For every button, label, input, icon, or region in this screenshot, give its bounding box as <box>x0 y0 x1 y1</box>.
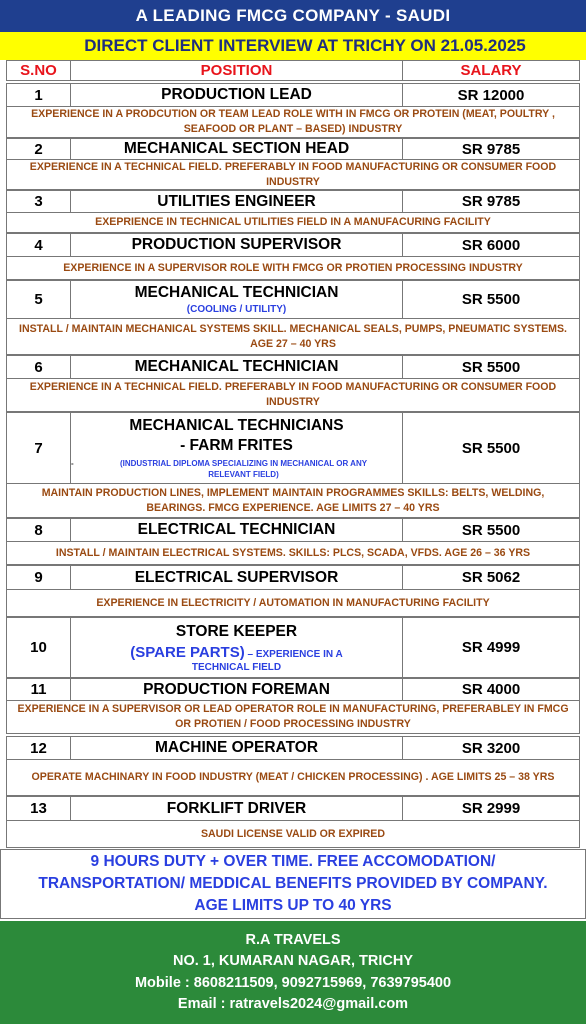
salary-cell: SR 4999 <box>402 618 580 677</box>
sno-cell: 7 <box>6 413 70 483</box>
position-subtitle-main: (SPARE PARTS) <box>130 643 245 661</box>
salary-cell: SR 4000 <box>402 679 580 700</box>
table-row <box>6 796 580 821</box>
position-title: STORE KEEPER <box>175 622 298 640</box>
agency-mobile: Mobile : 8608211509, 9092715969, 7639795400 <box>134 974 452 991</box>
sno-cell: 2 <box>6 139 70 159</box>
benefits-box <box>0 849 586 919</box>
position-cell: MACHINE OPERATOR <box>70 737 402 759</box>
position-note <box>71 458 402 480</box>
benefits-line-2: TRANSPORTATION/ MEDDICAL BENEFITS PROVIDED BY COMPANY. <box>38 875 548 892</box>
position-subtitle: - FARM FRITES <box>180 436 293 454</box>
salary-cell: SR 5500 <box>402 413 580 483</box>
job-description: EXPERIENCE IN ELECTRICITY / AUTOMATION IN MANUFACTURING FACILITY <box>6 590 580 617</box>
job-description: EXEPRIENCE IN TECHNICAL UTILITIES FIELD IN A MANUFACURING FACILITY <box>6 213 580 233</box>
salary-cell: SR 9785 <box>402 191 580 212</box>
job-description: EXPERIENCE IN A SUPERVISOR ROLE WITH FMCG OR PROTIEN PROCESSING INDUSTRY <box>6 257 580 280</box>
position-cell: PRODUCTION FOREMAN <box>70 679 402 700</box>
job-description: INSTALL / MAINTAIN MECHANICAL SYSTEMS SKILL. MECHANICAL SEALS, PUMPS, PNEUMATIC SYSTEMS. AGE 27 – 40 YRS <box>6 319 580 355</box>
job-description: EXPERIENCE IN A PRODCUTION OR TEAM LEAD ROLE WITH IN FMCG OR PROTEIN (MEAT, POULTRY , SEAFOOD OR PLANT – BASED) INDUSTRY <box>6 107 580 138</box>
salary-cell: SR 6000 <box>402 234 580 256</box>
table-row <box>6 678 580 701</box>
agency-address: NO. 1, KUMARAN NAGAR, TRICHY <box>172 953 414 969</box>
agency-email: Email : ratravels2024@gmail.com <box>177 996 409 1012</box>
table-row <box>6 736 580 760</box>
table-row <box>6 412 580 484</box>
note-bullet: - <box>71 458 74 468</box>
salary-cell: SR 3200 <box>402 737 580 759</box>
job-description: EXPERIENCE IN A TECHNICAL FIELD. PREFERABLY IN FOOD MANUFACTURING OR CONSUMER FOOD INDUSTRY <box>6 379 580 412</box>
position-cell: ELECTRICAL TECHNICIAN <box>70 519 402 541</box>
salary-cell: SR 5062 <box>402 566 580 589</box>
position-cell: MECHANICAL TECHNICIAN <box>70 356 402 378</box>
job-description: OPERATE MACHINARY IN FOOD INDUSTRY (MEAT / CHICKEN PROCESSING) . AGE LIMITS 25 – 38 YRS <box>6 760 580 796</box>
position-title: MECHANICAL TECHNICIANS <box>129 416 344 434</box>
table-row <box>6 190 580 213</box>
sno-cell: 3 <box>6 191 70 212</box>
job-description: EXPERIENCE IN A SUPERVISOR OR LEAD OPERATOR ROLE IN MANUFACTURING, PREFERABLEY IN FMCG OR PROTIEN / FOOD PROCESSING INDUSTRY <box>6 701 580 734</box>
position-title: MECHANICAL TECHNICIAN <box>134 284 339 301</box>
sno-cell: 11 <box>6 679 70 700</box>
note-text: (INDUSTRIAL DIPLOMA SPECIALIZING IN MECHANICAL OR ANY RELEVANT FIELD) <box>119 458 368 479</box>
table-row <box>6 565 580 590</box>
salary-cell: SR 5500 <box>402 519 580 541</box>
page-title: A LEADING FMCG COMPANY - SAUDI <box>0 0 586 32</box>
table-row <box>6 518 580 542</box>
job-description: INSTALL / MAINTAIN ELECTRICAL SYSTEMS. SKILLS: PLCS, SCADA, VFDS. AGE 26 – 36 YRS <box>6 542 580 565</box>
sno-cell: 1 <box>6 84 70 106</box>
sno-cell: 13 <box>6 797 70 820</box>
position-cell: ELECTRICAL SUPERVISOR <box>70 566 402 589</box>
table-row <box>6 83 580 107</box>
page-subtitle: DIRECT CLIENT INTERVIEW AT TRICHY ON 21.05.2025 <box>0 32 586 60</box>
benefits-line-3: AGE LIMITS UP TO 40 YRS <box>194 897 392 914</box>
column-header-sno: S.NO <box>6 61 70 80</box>
column-header-position: POSITION <box>70 61 402 80</box>
sno-cell: 4 <box>6 234 70 256</box>
position-subtitle-note-2: TECHNICAL FIELD <box>191 661 282 673</box>
table-row <box>6 617 580 678</box>
sno-cell: 9 <box>6 566 70 589</box>
job-description: SAUDI LICENSE VALID OR EXPIRED <box>6 821 580 848</box>
salary-cell: SR 9785 <box>402 139 580 159</box>
sno-cell: 12 <box>6 737 70 759</box>
position-subtitle <box>130 644 342 662</box>
salary-cell: SR 5500 <box>402 281 580 318</box>
sno-cell: 6 <box>6 356 70 378</box>
salary-cell: SR 12000 <box>402 84 580 106</box>
sno-cell: 8 <box>6 519 70 541</box>
table-row <box>6 280 580 319</box>
job-description: MAINTAIN PRODUCTION LINES, IMPLEMENT MAINTAIN PROGRAMMES SKILLS: BELTS, WELDING, BEARINGS. FMCG EXPERIENCE. AGE LIMITS 27 – 40 YRS <box>6 484 580 518</box>
position-cell <box>70 413 402 483</box>
contact-footer <box>0 921 586 1024</box>
position-cell: PRODUCTION SUPERVISOR <box>70 234 402 256</box>
position-subtitle-note: – EXPERIENCE IN A <box>244 648 343 660</box>
salary-cell: SR 2999 <box>402 797 580 820</box>
table-row <box>6 233 580 257</box>
position-cell: MECHANICAL SECTION HEAD <box>70 139 402 159</box>
table-header <box>6 60 580 81</box>
agency-name: R.A TRAVELS <box>245 931 341 948</box>
column-header-salary: SALARY <box>402 61 580 80</box>
job-description: EXPERIENCE IN A TECHNICAL FIELD. PREFERABLY IN FOOD MANUFACTURING OR CONSUMER FOOD INDUSTRY <box>6 160 580 190</box>
position-cell <box>70 281 402 318</box>
sno-cell: 10 <box>6 618 70 677</box>
position-cell: PRODUCTION LEAD <box>70 84 402 106</box>
salary-cell: SR 5500 <box>402 356 580 378</box>
position-cell <box>70 618 402 677</box>
benefits-line-1: 9 HOURS DUTY + OVER TIME. FREE ACCOMODATION/ <box>90 853 496 870</box>
table-row <box>6 138 580 160</box>
table-row <box>6 355 580 379</box>
position-cell: FORKLIFT DRIVER <box>70 797 402 820</box>
position-cell: UTILITIES ENGINEER <box>70 191 402 212</box>
sno-cell: 5 <box>6 281 70 318</box>
position-subtitle: (COOLING / UTILITY) <box>186 304 287 315</box>
